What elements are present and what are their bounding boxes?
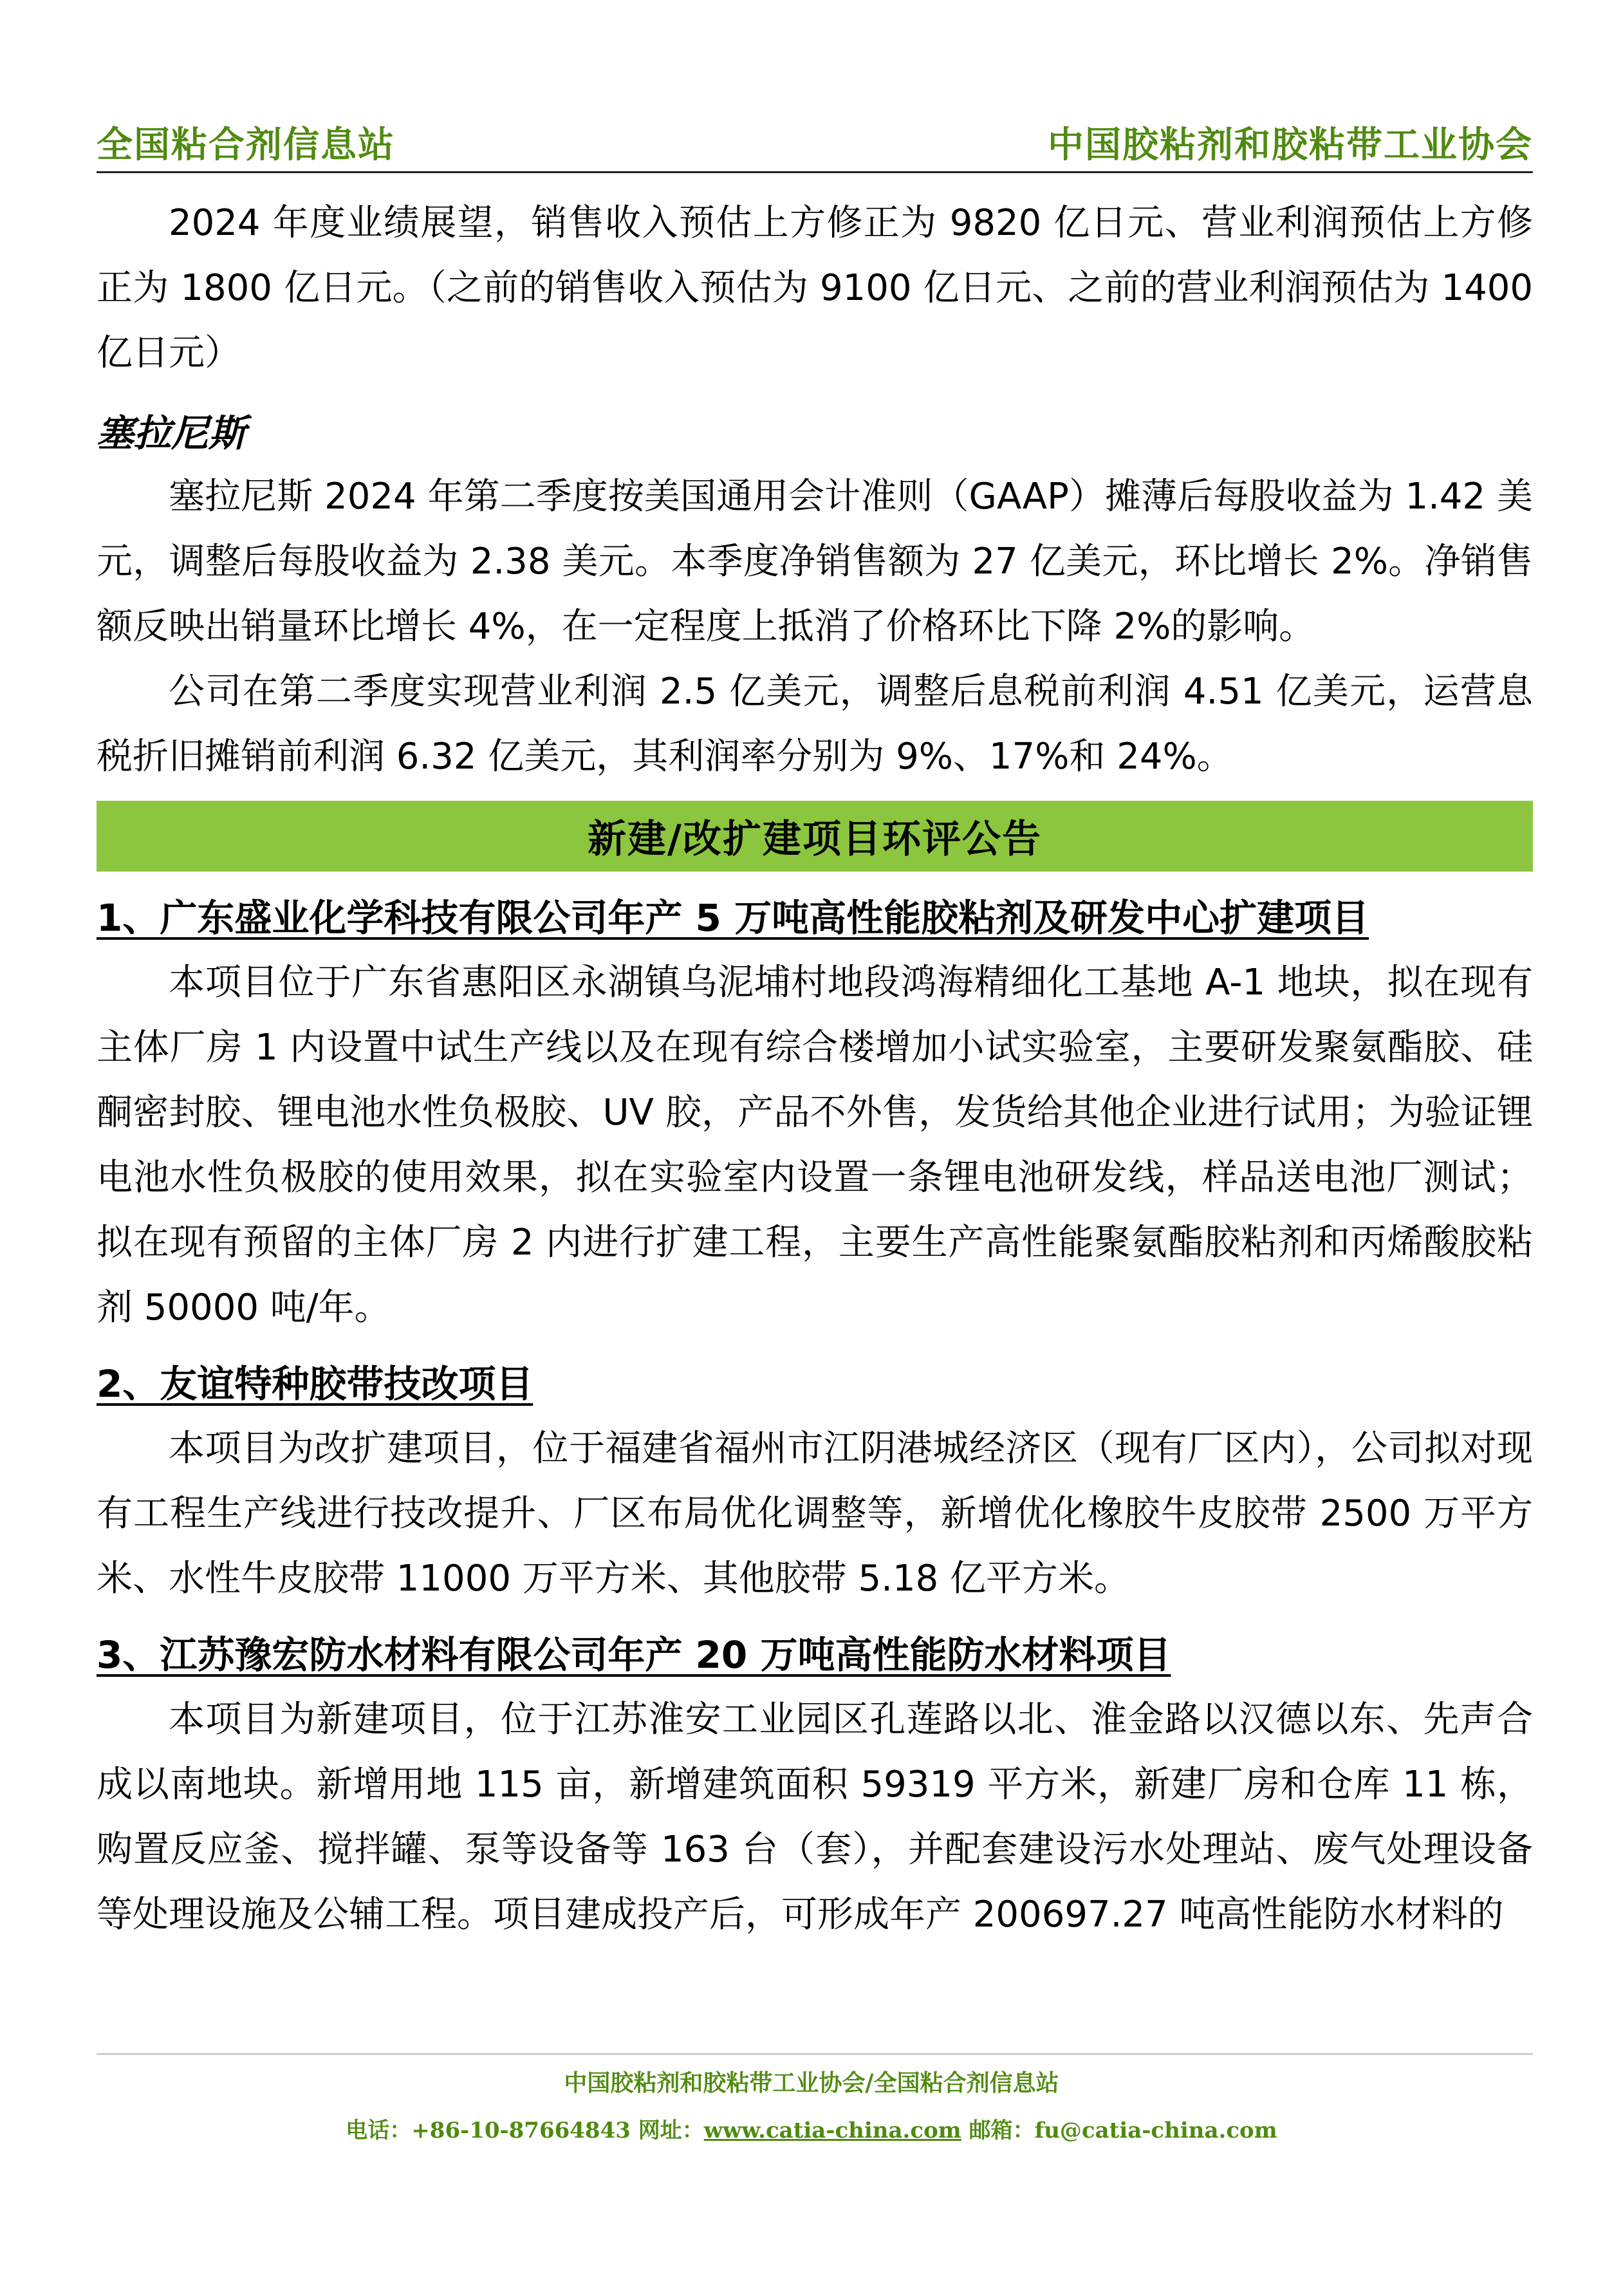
project-2-body: 本项目为改扩建项目，位于福建省福州市江阴港城经济区（现有厂区内），公司拟对现有工程生产线进行技改提升、厂区布局优化调整等，新增优化橡胶牛皮胶带 2500 万平方米、水性牛皮胶带 11000 万平方米、其他胶带 5.18 亿平方米。 bbox=[97, 1428, 1533, 1600]
project-2-title: 2、友谊特种胶带技改项目 bbox=[97, 1362, 533, 1406]
footer-website-link[interactable]: www.catia-china.com bbox=[703, 2118, 961, 2143]
project-1-title: 1、广东盛业化学科技有限公司年产 5 万吨高性能胶粘剂及研发中心扩建项目 bbox=[97, 896, 1369, 940]
project-3-body: 本项目为新建项目，位于江苏淮安工业园区孔莲路以北、淮金路以汉德以东、先声合成以南地块。新增用地 115 亩，新增建筑面积 59319 平方米，新建厂房和仓库 11 栋，购置反应釜、搅拌罐、泵等设备等 163 台（套），并配套建设污水处理站、废气处理设备等处理设施及公辅工程。项目建成投产后，可形成年产 200697.27 吨高性能防水材料的 bbox=[97, 1699, 1533, 1936]
footer-contact bbox=[0, 2113, 1623, 2144]
section-banner bbox=[97, 801, 1533, 872]
page-content bbox=[97, 191, 1533, 1947]
header-left-title: 全国粘合剂信息站 bbox=[97, 124, 395, 166]
footer-organization: 中国胶粘剂和胶粘带工业协会/全国粘合剂信息站 bbox=[564, 2069, 1059, 2096]
intro-paragraph: 2024 年度业绩展望，销售收入预估上方修正为 9820 亿日元、营业利润预估上方修正为 1800 亿日元。（之前的销售收入预估为 9100 亿日元、之前的营业利润预估为 1400 亿日元） bbox=[97, 202, 1533, 374]
celanese-paragraph-2: 公司在第二季度实现营业利润 2.5 亿美元，调整后息税前利润 4.51 亿美元，运营息税折旧摊销前利润 6.32 亿美元，其利润率分别为 9%、17%和 24%。 bbox=[97, 671, 1533, 778]
celanese-heading: 塞拉尼斯 bbox=[97, 411, 246, 455]
footer-phone: 电话：+86-10-87664843 网址： bbox=[346, 2118, 704, 2143]
section-banner-title: 新建/改扩建项目环评公告 bbox=[588, 817, 1042, 862]
celanese-paragraph-1: 塞拉尼斯 2024 年第二季度按美国通用会计准则（GAAP）摊薄后每股收益为 1.42 美元，调整后每股收益为 2.38 美元。本季度净销售额为 27 亿美元，环比增长 2%。净销售额反映出销量环比增长 4%，在一定程度上抵消了价格环比下降 2%的影响。 bbox=[97, 476, 1533, 648]
project-3-title: 3、江苏豫宏防水材料有限公司年产 20 万吨高性能防水材料项目 bbox=[97, 1633, 1171, 1677]
footer-email: 邮箱：fu@catia-china.com bbox=[961, 2118, 1277, 2143]
page-header bbox=[97, 113, 1533, 173]
project-1-body: 本项目位于广东省惠阳区永湖镇乌泥埔村地段鸿海精细化工基地 A-1 地块，拟在现有主体厂房 1 内设置中试生产线以及在现有综合楼增加小试实验室，主要研发聚氨酯胶、硅酮密封胶、锂电池水性负极胶、UV 胶，产品不外售，发货给其他企业进行试用；为验证锂电池水性负极胶的使用效果，拟在实验室内设置一条锂电池研发线，样品送电池厂测试；拟在现有预留的主体厂房 2 内进行扩建工程，主要生产高性能聚氨酯胶粘剂和丙烯酸胶粘剂 50000 吨/年。 bbox=[97, 962, 1533, 1329]
footer-divider bbox=[97, 2053, 1533, 2055]
header-right-title: 中国胶粘剂和胶粘带工业协会 bbox=[1048, 124, 1533, 166]
